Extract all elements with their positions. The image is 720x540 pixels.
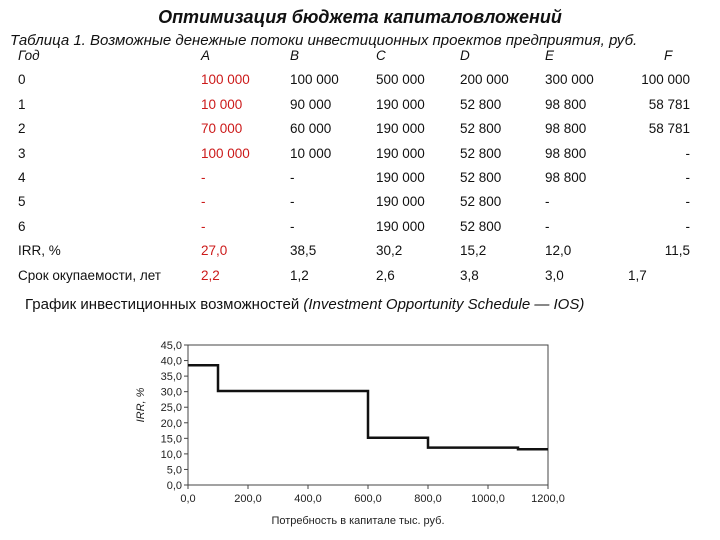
table-row-label: 2 xyxy=(18,121,26,136)
x-tick-label: 800,0 xyxy=(414,493,442,505)
table-cell: 52 800 xyxy=(460,97,502,112)
table-row-label: 1 xyxy=(18,97,26,112)
y-tick-label: 40,0 xyxy=(160,355,182,368)
table-header-cell: C xyxy=(376,48,386,63)
table-cell: - xyxy=(545,194,550,209)
y-tick-label: 5,0 xyxy=(166,464,182,477)
table-cell: 98 800 xyxy=(545,170,587,185)
table-cell: - xyxy=(545,219,550,234)
chart-title-en: (Investment Opportunity Schedule — IOS) xyxy=(303,296,585,313)
table-row-label: IRR, % xyxy=(18,243,61,258)
x-tick-label: 400,0 xyxy=(294,493,322,505)
y-tick-label: 10,0 xyxy=(160,448,182,461)
y-tick-label: 15,0 xyxy=(160,433,182,446)
y-tick-label: 0,0 xyxy=(166,480,182,492)
table-cell: 52 800 xyxy=(460,121,502,136)
table-row-label: 4 xyxy=(18,170,26,185)
table-cell: 2,6 xyxy=(376,268,395,283)
table-cell: 2,2 xyxy=(201,268,220,283)
table-cell: 100 000 xyxy=(201,72,250,87)
table-cell: 100 000 xyxy=(641,72,690,87)
table-cell: 60 000 xyxy=(290,121,332,136)
table-row-label: 0 xyxy=(18,72,26,87)
table-cell: 10 000 xyxy=(290,146,332,161)
y-tick-label: 30,0 xyxy=(160,386,182,399)
y-tick-label: 35,0 xyxy=(160,371,182,384)
table-cell: - xyxy=(685,146,690,161)
table-header-cell: E xyxy=(545,48,555,63)
table-cell: 190 000 xyxy=(376,170,425,185)
table-cell: 500 000 xyxy=(376,72,425,87)
table-cell: - xyxy=(290,194,295,209)
table-cell: - xyxy=(290,219,295,234)
table-cell: 98 800 xyxy=(545,97,587,112)
table-cell: 190 000 xyxy=(376,194,425,209)
x-tick-label: 1000,0 xyxy=(471,493,505,505)
table-header-cell: B xyxy=(290,48,300,63)
table-header-cell: Год xyxy=(18,48,40,63)
table-cell: 190 000 xyxy=(376,121,425,136)
ios-step-line xyxy=(188,365,548,449)
y-tick-label: 20,0 xyxy=(160,417,182,430)
table-cell: 98 800 xyxy=(545,121,587,136)
table-cell: 15,2 xyxy=(460,243,487,258)
table-cell: 52 800 xyxy=(460,146,502,161)
x-tick-label: 0,0 xyxy=(180,493,196,505)
table-cell: 52 800 xyxy=(460,219,502,234)
table-cell: 12,0 xyxy=(545,243,572,258)
x-tick-label: 600,0 xyxy=(354,493,382,505)
table-cell: - xyxy=(290,170,295,185)
table-cell: 100 000 xyxy=(290,72,339,87)
table-cell: 300 000 xyxy=(545,72,594,87)
table-cell: 30,2 xyxy=(376,243,403,258)
table-cell: 10 000 xyxy=(201,97,243,112)
table-row-label: 6 xyxy=(18,219,26,234)
table-cell: 70 000 xyxy=(201,121,243,136)
page-title: Оптимизация бюджета капиталовложений xyxy=(158,7,562,27)
table-row-label: Срок окупаемости, лет xyxy=(18,268,161,283)
y-tick-label: 25,0 xyxy=(160,402,182,415)
table-cell: 27,0 xyxy=(201,243,228,258)
y-tick-label: 45,0 xyxy=(160,340,182,352)
table-caption: Таблица 1. Возможные денежные потоки инвестиционных проектов предприятия, руб. xyxy=(10,32,638,49)
table-cell: 52 800 xyxy=(460,170,502,185)
table-cell: 52 800 xyxy=(460,194,502,209)
table-cell: 200 000 xyxy=(460,72,509,87)
table-cell: 58 781 xyxy=(648,97,690,112)
table-header-cell: F xyxy=(664,48,673,63)
table-cell: - xyxy=(685,219,690,234)
table-cell: 1,2 xyxy=(290,268,309,283)
table-cell: - xyxy=(201,194,206,209)
table-cell: 3,0 xyxy=(545,268,564,283)
table-cell: 100 000 xyxy=(201,146,250,161)
table-cell: 98 800 xyxy=(545,146,587,161)
table-row-label: 3 xyxy=(18,146,26,161)
table-cell: 190 000 xyxy=(376,97,425,112)
table-cell: 90 000 xyxy=(290,97,332,112)
table-cell: 38,5 xyxy=(290,243,317,258)
table-cell: 1,7 xyxy=(628,268,647,283)
table-cell: 190 000 xyxy=(376,219,425,234)
x-tick-label: 200,0 xyxy=(234,493,262,505)
table-row-label: 5 xyxy=(18,194,26,209)
table-cell: - xyxy=(201,170,206,185)
chart-title-main: График инвестиционных возможностей xyxy=(25,296,300,313)
table-cell: - xyxy=(685,194,690,209)
x-axis-label: Потребность в капитале тыс. руб. xyxy=(271,515,445,527)
table-header-cell: A xyxy=(201,48,211,63)
x-tick-label: 1200,0 xyxy=(531,493,565,505)
y-axis-label: IRR, % xyxy=(135,387,147,423)
table-cell: - xyxy=(201,219,206,234)
table-header-cell: D xyxy=(460,48,470,63)
table-cell: - xyxy=(685,170,690,185)
table-cell: 3,8 xyxy=(460,268,479,283)
table-cell: 58 781 xyxy=(648,121,690,136)
table-cell: 11,5 xyxy=(664,243,690,258)
table-cell: 190 000 xyxy=(376,146,425,161)
